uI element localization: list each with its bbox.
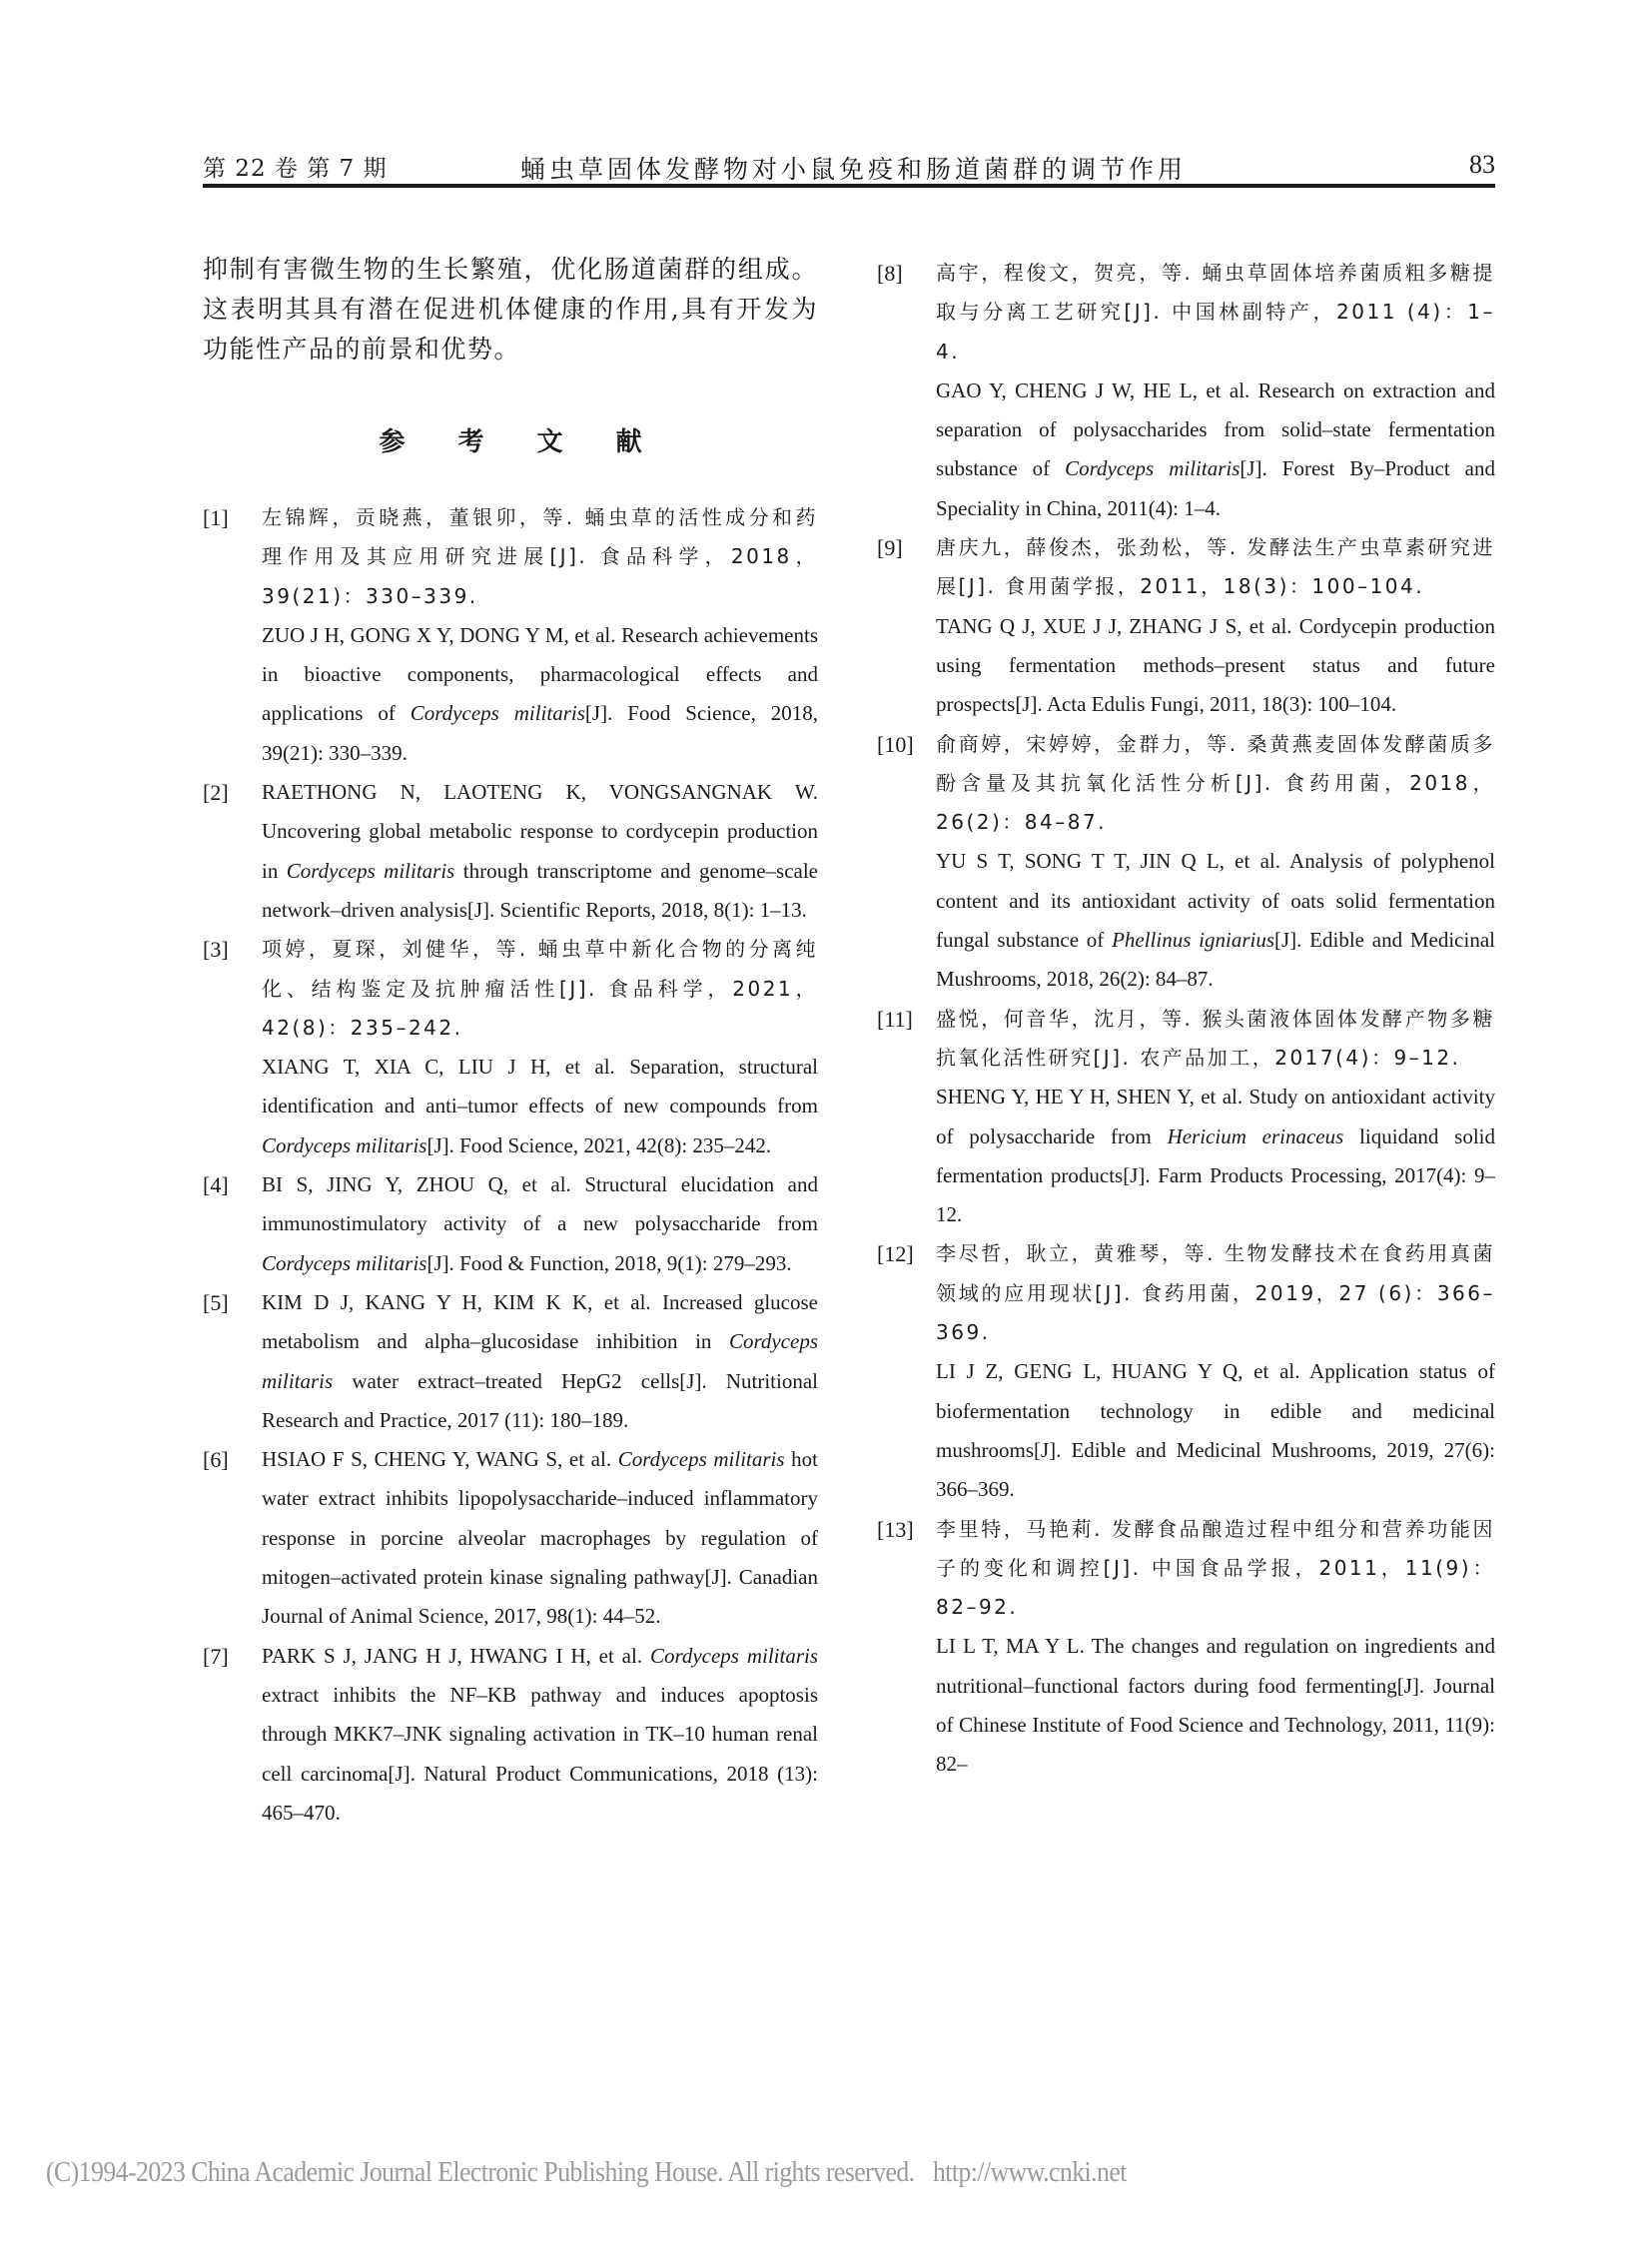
reference-chinese-citation: 左锦辉，贡晓燕，董银卯，等. 蛹虫草的活性成分和药理作用及其应用研究进展[J]. 食品科学，2018，39(21)：330–339. bbox=[262, 505, 818, 608]
citation-text: TANG Q J, XUE J J, ZHANG J S, et al. Cordycepin production using fermentation methods–present status and future prospects[J]. Acta Edulis Fungi, 2011, 18(3): 100–104. bbox=[936, 613, 1495, 717]
reference-item bbox=[877, 1234, 1495, 1509]
citation-text: BI S, JING Y, ZHOU Q, et al. Structural elucidation and immunostimulatory activity of a new polysaccharide from bbox=[262, 1172, 818, 1236]
reference-english-citation bbox=[262, 1440, 818, 1636]
reference-item bbox=[877, 1000, 1495, 1235]
reference-number: [1] bbox=[203, 505, 229, 530]
citation-text: ZUO J H, GONG X Y, DONG Y M, et al. Research achievements in bioactive components, pharmacological effects and applications of bbox=[262, 622, 818, 726]
reference-item bbox=[203, 1440, 818, 1636]
left-column bbox=[203, 250, 818, 1833]
reference-chinese-citation: 李尽哲，耿立，黄雅琴，等. 生物发酵技术在食药用真菌领域的应用现状[J]. 食药用菌，2019，27 (6)：366–369. bbox=[936, 1241, 1495, 1345]
species-name: Cordyceps militaris bbox=[649, 1643, 819, 1668]
citation-source: liquidand solid fermentation products[J]. Farm Products Processing, 2017(4): 9–12. bbox=[936, 1123, 1495, 1227]
right-column bbox=[877, 254, 1495, 1785]
species-name: Cordyceps militaris bbox=[262, 1132, 427, 1157]
reference-english-citation bbox=[262, 1637, 818, 1833]
reference-number: [4] bbox=[203, 1172, 229, 1198]
running-header bbox=[203, 148, 1495, 188]
reference-item bbox=[203, 1165, 818, 1283]
citation-text: GAO Y, CHENG J W, HE L, et al. Research on extraction and separation of polysaccharides from solid–state fermentation substance of bbox=[936, 377, 1495, 481]
reference-number: [10] bbox=[877, 731, 914, 757]
citation-text: LI L T, MA Y L. The changes and regulation on ingredients and nutritional–functional factors during food fermenting[J]. Journal of Chinese Institute of Food Science and Technology, 2011, 11(9): 82– bbox=[936, 1634, 1495, 1777]
reference-item bbox=[203, 1283, 818, 1440]
citation-source: [J]. Edible and Medicinal Mushrooms, 2018, 26(2): 84–87. bbox=[936, 928, 1495, 992]
reference-chinese-citation: 项婷，夏琛，刘健华，等. 蛹虫草中新化合物的分离纯化、结构鉴定及抗肿瘤活性[J]. 食品科学，2021，42(8)：235–242. bbox=[262, 937, 818, 1040]
reference-chinese-citation: 唐庆九，薛俊杰，张劲松，等. 发酵法生产虫草素研究进展[J]. 食用菌学报，2011，18(3)：100–104. bbox=[936, 535, 1495, 599]
reference-number: [5] bbox=[203, 1289, 229, 1315]
species-name: Cordyceps militaris bbox=[617, 1447, 785, 1472]
reference-chinese-citation: 高宇，程俊文，贺亮，等. 蛹虫草固体培养菌质粗多糖提取与分离工艺研究[J]. 中国林副特产，2011 (4)：1–4. bbox=[936, 261, 1495, 364]
reference-item bbox=[203, 498, 818, 773]
reference-number: [7] bbox=[203, 1643, 229, 1669]
citation-text: SHENG Y, HE Y H, SHEN Y, et al. Study on antioxidant activity of polysaccharide from bbox=[936, 1085, 1495, 1148]
copyright-footer bbox=[46, 2157, 1127, 2189]
reference-chinese-citation: 盛悦，何音华，沈月，等. 猴头菌液体固体发酵产物多糖抗氧化活性研究[J]. 农产品加工，2017(4)：9–12. bbox=[936, 1006, 1495, 1070]
cnki-link[interactable]: http://www.cnki.net bbox=[932, 2157, 1127, 2188]
citation-text: PARK S J, JANG H J, HWANG I H, et al. bbox=[262, 1643, 650, 1668]
species-name: Phellinus igniarius bbox=[1112, 928, 1275, 953]
reference-number: [9] bbox=[877, 535, 903, 561]
citation-text: KIM D J, KANG Y H, KIM K K, et al. Increased glucose metabolism and alpha–glucosidase inhibition in bbox=[262, 1289, 818, 1354]
reference-english-citation bbox=[936, 1627, 1495, 1784]
reference-item bbox=[877, 254, 1495, 528]
citation-source: hot water extract inhibits lipopolysaccharide–induced inflammatory response in porcine alveolar macrophages by regulation of mitogen–activated protein kinase signaling pathway[J]. Canadian Journal of Animal Science, 2017, 98(1): 44–52. bbox=[262, 1447, 818, 1629]
reference-item bbox=[877, 528, 1495, 724]
reference-english-citation bbox=[936, 372, 1495, 528]
citation-text: HSIAO F S, CHENG Y, WANG S, et al. bbox=[262, 1447, 618, 1472]
species-name: Cordyceps militaris bbox=[410, 701, 585, 726]
citation-source: [J]. Forest By–Product and Speciality in China, 2011(4): 1–4. bbox=[936, 456, 1495, 520]
reference-number: [6] bbox=[203, 1447, 229, 1473]
reference-item bbox=[203, 1637, 818, 1833]
references-heading: 参 考 文 献 bbox=[379, 427, 664, 457]
citation-text: XIANG T, XIA C, LIU J H, et al. Separation, structural identification and anti–tumor effects of new compounds from bbox=[262, 1055, 818, 1119]
reference-english-citation bbox=[262, 616, 818, 773]
reference-item bbox=[877, 1510, 1495, 1785]
reference-english-citation bbox=[262, 773, 818, 930]
citation-source: [J]. Food Science, 2021, 42(8): 235–242. bbox=[426, 1132, 772, 1157]
citation-text: YU S T, SONG T T, JIN Q L, et al. Analysis of polyphenol content and its antioxidant activity of oats solid fermentation fungal substance of bbox=[936, 849, 1495, 953]
citation-source: extract inhibits the NF–KB pathway and induces apoptosis through MKK7–JNK signaling activation in TK–10 human renal cell carcinoma[J]. Natural Product Communications, 2018 (13): 465–470. bbox=[262, 1682, 818, 1825]
species-name: Hericium erinaceus bbox=[1167, 1123, 1344, 1148]
citation-source: through transcriptome and genome–scale network–driven analysis[J]. Scientific Reports, 2018, 8(1): 1–13. bbox=[262, 858, 818, 922]
species-name: Cordyceps militaris bbox=[1065, 456, 1240, 481]
reference-english-citation bbox=[936, 1352, 1495, 1509]
journal-issue: 第 22 卷 第 7 期 bbox=[203, 156, 388, 182]
reference-number: [13] bbox=[877, 1516, 914, 1542]
copyright-text: (C)1994-2023 China Academic Journal Electronic Publishing House. All rights reserved. bbox=[46, 2157, 915, 2188]
reference-item bbox=[203, 773, 818, 930]
reference-english-citation bbox=[936, 607, 1495, 725]
reference-number: [12] bbox=[877, 1241, 914, 1267]
species-name: Cordyceps militaris bbox=[286, 858, 455, 883]
reference-english-citation bbox=[936, 1078, 1495, 1234]
citation-source: water extract–treated HepG2 cells[J]. Nutritional Research and Practice, 2017 (11): 180–189. bbox=[262, 1368, 818, 1432]
reference-english-citation bbox=[936, 842, 1495, 999]
species-name: Cordyceps militaris bbox=[262, 1250, 427, 1275]
body-paragraph: 抑制有害微生物的生长繁殖，优化肠道菌群的组成。这表明其具有潜在促进机体健康的作用,具有开发为功能性产品的前景和优势。 bbox=[203, 255, 818, 364]
citation-source: [J]. Food & Function, 2018, 9(1): 279–293. bbox=[426, 1250, 792, 1275]
reference-item bbox=[877, 725, 1495, 1000]
running-title: 蛹虫草固体发酵物对小鼠免疫和肠道菌群的调节作用 bbox=[520, 155, 1188, 184]
reference-number: [11] bbox=[877, 1006, 913, 1032]
reference-number: [3] bbox=[203, 937, 229, 963]
reference-english-citation bbox=[262, 1165, 818, 1283]
reference-chinese-citation: 俞商婷，宋婷婷，金群力，等. 桑黄燕麦固体发酵菌质多酚含量及其抗氧化活性分析[J]. 食药用菌，2018，26(2)：84–87. bbox=[936, 731, 1495, 835]
reference-english-citation bbox=[262, 1048, 818, 1165]
citation-source: [J]. Food Science, 2018, 39(21): 330–339. bbox=[262, 701, 819, 765]
references-list-right bbox=[877, 254, 1495, 1785]
reference-english-citation bbox=[262, 1283, 818, 1440]
reference-number: [2] bbox=[203, 780, 229, 806]
reference-item bbox=[203, 930, 818, 1165]
page-number: 83 bbox=[1469, 150, 1495, 179]
references-list-left bbox=[203, 498, 818, 1833]
reference-chinese-citation: 李里特，马艳莉. 发酵食品酿造过程中组分和营养功能因子的变化和调控[J]. 中国食品学报，2011，11(9)：82–92. bbox=[936, 1516, 1495, 1620]
citation-text: LI J Z, GENG L, HUANG Y Q, et al. Application status of biofermentation technology in edible and medicinal mushrooms[J]. Edible and Medicinal Mushrooms, 2019, 27(6): 366–369. bbox=[936, 1359, 1495, 1502]
species-name: Cordyceps militaris bbox=[262, 1329, 818, 1393]
citation-text: RAETHONG N, LAOTENG K, VONGSANGNAK W. Uncovering global metabolic response to cordycepin production in bbox=[262, 780, 818, 883]
reference-number: [8] bbox=[877, 261, 903, 286]
